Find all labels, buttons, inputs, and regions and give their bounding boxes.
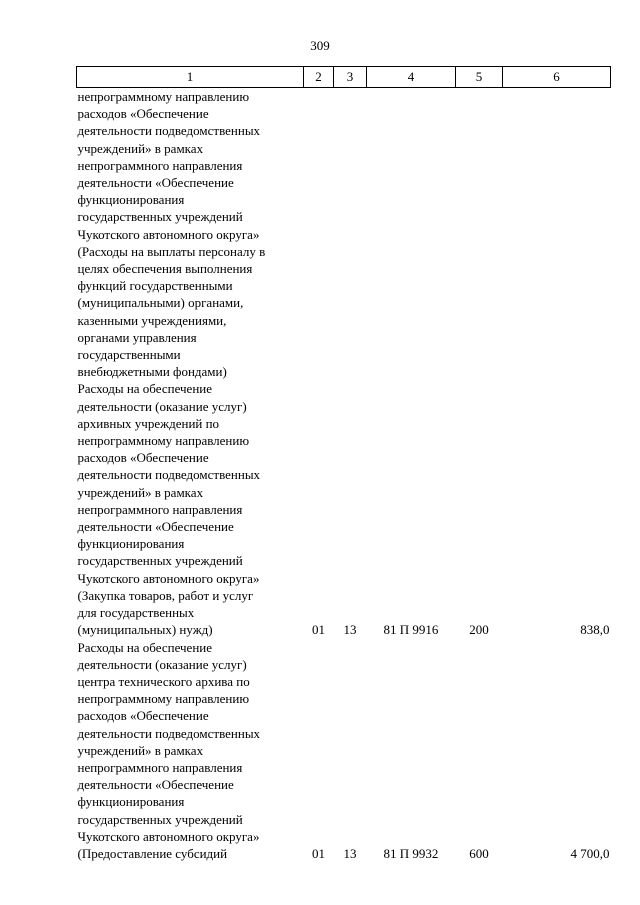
row-description: непрограммному направлению расходов «Обеспечение деятельности подведомственных учреждений» в рамках непрограммного направления деятельности «Обеспечение функционирования государственных учреждений Чукотского автономного округа» (Расходы на выплаты персоналу в целях обеспечения выполнения функций государственными (муниципальными) органами, казенными учреждениями, органами управления государственными внебюджетными фондами) [77,89,266,380]
row-description: Расходы на обеспечение деятельности (оказание услуг) центра технического архива по непрограммному направлению расходов «Обеспечение деятельности подведомственных учреждений» в рамках непрограммного направления деятельности «Обеспечение функционирования государственных учреждений Чукотского автономного округа» (Предоставление субсидий [77,639,261,861]
expense-type-code [456,88,503,381]
column-header: 2 [304,67,334,88]
table-row [77,380,611,638]
column-header: 4 [367,67,456,88]
section-code: 01 [312,622,325,638]
subsection-code [334,88,367,381]
amount-value [503,88,611,381]
table-row [77,88,611,381]
section-code: 01 [312,845,325,861]
amount-value: 4 700,0 [570,845,610,861]
target-article-code [367,88,456,381]
expense-type-code: 200 [469,622,489,638]
amount-value: 838,0 [580,622,610,638]
expense-type-code: 600 [469,845,489,861]
target-article-code: 81 П 9916 [383,622,439,638]
column-header: 5 [456,67,503,88]
row-description: Расходы на обеспечение деятельности (оказание услуг) архивных учреждений по непрограммному направлению расходов «Обеспечение деятельности подведомственных учреждений» в рамках непрограммного направления деятельности «Обеспечение функционирования государственных учреждений Чукотского автономного округа» (Закупка товаров, работ и услуг для государственных (муниципальных) нужд) [77,381,261,638]
subsection-code: 13 [343,622,357,638]
page-number: 309 [310,38,330,53]
section-code [304,88,334,381]
table-row [77,639,611,863]
column-header: 3 [334,67,367,88]
column-number-row [77,67,611,88]
target-article-code: 81 П 9932 [383,845,439,861]
budget-table [76,66,611,862]
column-header: 1 [77,67,304,88]
column-header: 6 [503,67,611,88]
subsection-code: 13 [343,845,357,861]
